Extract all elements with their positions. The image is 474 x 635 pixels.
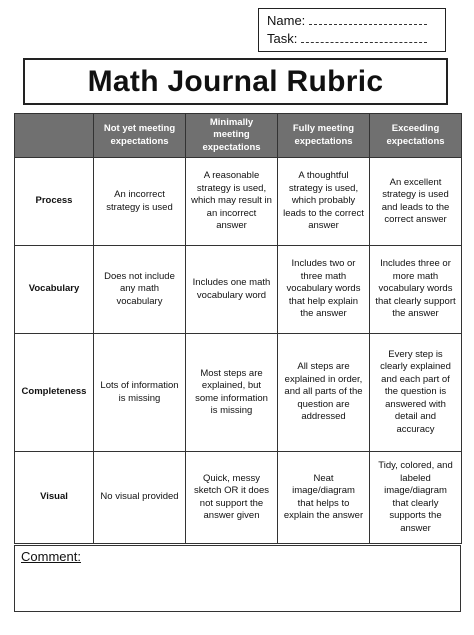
rubric-cell: Lots of information is missing xyxy=(94,334,186,452)
criterion-label: Process xyxy=(15,158,94,246)
rubric-cell: Quick, messy sketch OR it does not support the answer given xyxy=(186,452,278,544)
column-header: Not yet meeting expectations xyxy=(94,114,186,158)
criterion-label: Completeness xyxy=(15,334,94,452)
table-row xyxy=(15,334,462,452)
task-blank[interactable] xyxy=(301,31,427,43)
name-blank[interactable] xyxy=(309,13,427,25)
rubric-cell: Does not include any math vocabulary xyxy=(94,246,186,334)
page-title: Math Journal Rubric xyxy=(23,58,448,105)
criterion-label: Vocabulary xyxy=(15,246,94,334)
rubric-cell: Every step is clearly explained and each part of the question is answered with detail and accuracy xyxy=(370,334,462,452)
rubric-cell: Includes one math vocabulary word xyxy=(186,246,278,334)
table-row xyxy=(15,158,462,246)
header-row xyxy=(15,114,462,158)
rubric-cell: Includes three or more math vocabulary words that clearly support the answer xyxy=(370,246,462,334)
rubric-cell: All steps are explained in order, and all parts of the question are addressed xyxy=(278,334,370,452)
table-row xyxy=(15,452,462,544)
column-header: Minimally meeting expectations xyxy=(186,114,278,158)
comment-label: Comment: xyxy=(21,549,81,564)
task-field[interactable] xyxy=(267,30,445,48)
corner-cell xyxy=(15,114,94,158)
rubric-cell: Neat image/diagram that helps to explain the answer xyxy=(278,452,370,544)
rubric-cell: Includes two or three math vocabulary words that help explain the answer xyxy=(278,246,370,334)
column-header: Fully meeting expectations xyxy=(278,114,370,158)
task-label: Task: xyxy=(267,31,298,46)
comment-box[interactable] xyxy=(14,545,461,612)
rubric-cell: A reasonable strategy is used, which may result in an incorrect answer xyxy=(186,158,278,246)
table-row xyxy=(15,246,462,334)
rubric-table xyxy=(14,113,462,544)
name-task-box xyxy=(258,8,446,52)
rubric-cell: An incorrect strategy is used xyxy=(94,158,186,246)
criterion-label: Visual xyxy=(15,452,94,544)
rubric-cell: No visual provided xyxy=(94,452,186,544)
rubric-cell: Most steps are explained, but some information is missing xyxy=(186,334,278,452)
rubric-cell: A thoughtful strategy is used, which probably leads to the correct answer xyxy=(278,158,370,246)
rubric-cell: Tidy, colored, and labeled image/diagram that clearly supports the answer xyxy=(370,452,462,544)
column-header: Exceeding expectations xyxy=(370,114,462,158)
rubric-cell: An excellent strategy is used and leads to the correct answer xyxy=(370,158,462,246)
name-label: Name: xyxy=(267,13,306,28)
name-field[interactable] xyxy=(267,12,445,30)
